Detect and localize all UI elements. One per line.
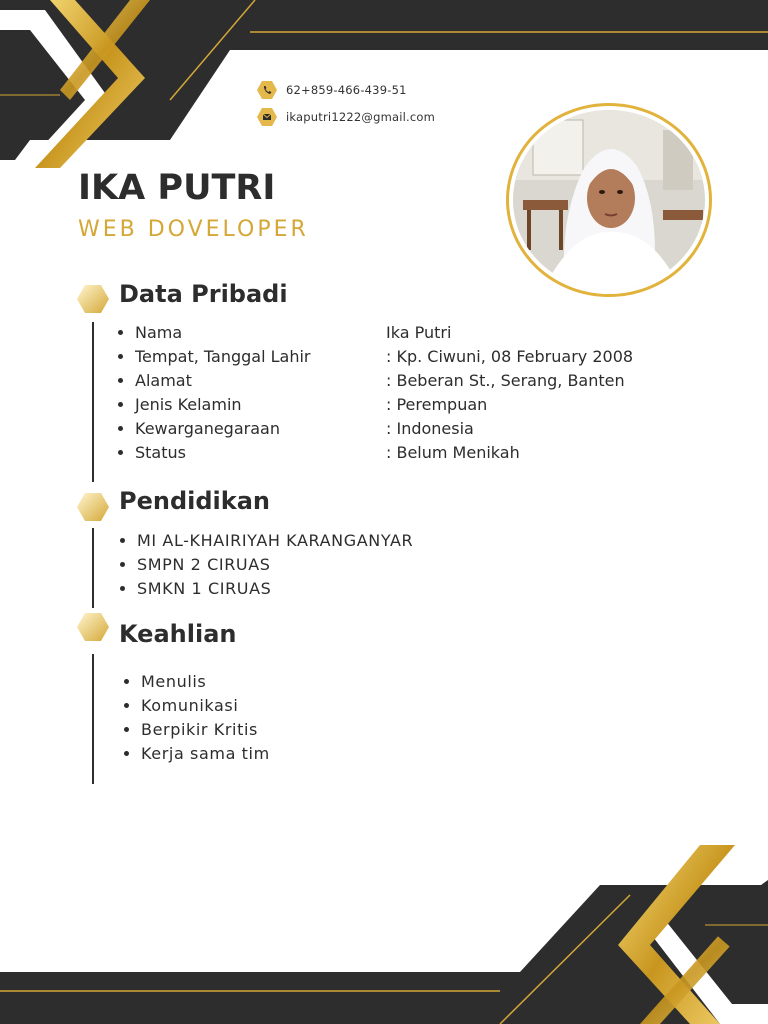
hexagon-icon (76, 612, 110, 642)
section-line (92, 322, 94, 482)
hexagon-icon (76, 284, 110, 314)
phone-icon (256, 80, 278, 100)
list-item: Nama (118, 323, 182, 342)
list-value: : Perempuan (386, 395, 488, 414)
candidate-name: IKA PUTRI (78, 168, 276, 208)
list-value: : Belum Menikah (386, 443, 520, 462)
section-title-keahlian: Keahlian (119, 620, 237, 648)
section-line (92, 528, 94, 608)
list-value: : Beberan St., Serang, Banten (386, 371, 625, 390)
email-icon (256, 107, 278, 127)
list-item: Menulis (124, 672, 206, 691)
list-item: Status (118, 443, 186, 462)
list-item: Tempat, Tanggal Lahir (118, 347, 311, 366)
profile-photo (513, 110, 705, 290)
section-title-pendidikan: Pendidikan (119, 487, 271, 515)
list-item: MI AL-KHAIRIYAH KARANGANYAR (120, 531, 413, 550)
list-item: Kewarganegaraan (118, 419, 280, 438)
list-item: Kerja sama tim (124, 744, 270, 763)
list-value: Ika Putri (386, 323, 452, 342)
list-item: Jenis Kelamin (118, 395, 242, 414)
list-value: : Indonesia (386, 419, 474, 438)
list-value: : Kp. Ciwuni, 08 February 2008 (386, 347, 634, 366)
phone-number: 62+859-466-439-51 (286, 83, 407, 97)
list-item: SMPN 2 CIRUAS (120, 555, 271, 574)
section-title-data-pribadi: Data Pribadi (119, 280, 288, 308)
candidate-role: WEB DOVELOPER (78, 217, 309, 242)
list-item: SMKN 1 CIRUAS (120, 579, 271, 598)
hexagon-icon (76, 492, 110, 522)
list-item: Berpikir Kritis (124, 720, 258, 739)
list-item: Alamat (118, 371, 192, 390)
contact-email (256, 107, 435, 127)
contact-phone (256, 80, 407, 100)
email-address: ikaputri1222@gmail.com (286, 110, 436, 124)
section-line (92, 654, 94, 784)
list-item: Komunikasi (124, 696, 238, 715)
